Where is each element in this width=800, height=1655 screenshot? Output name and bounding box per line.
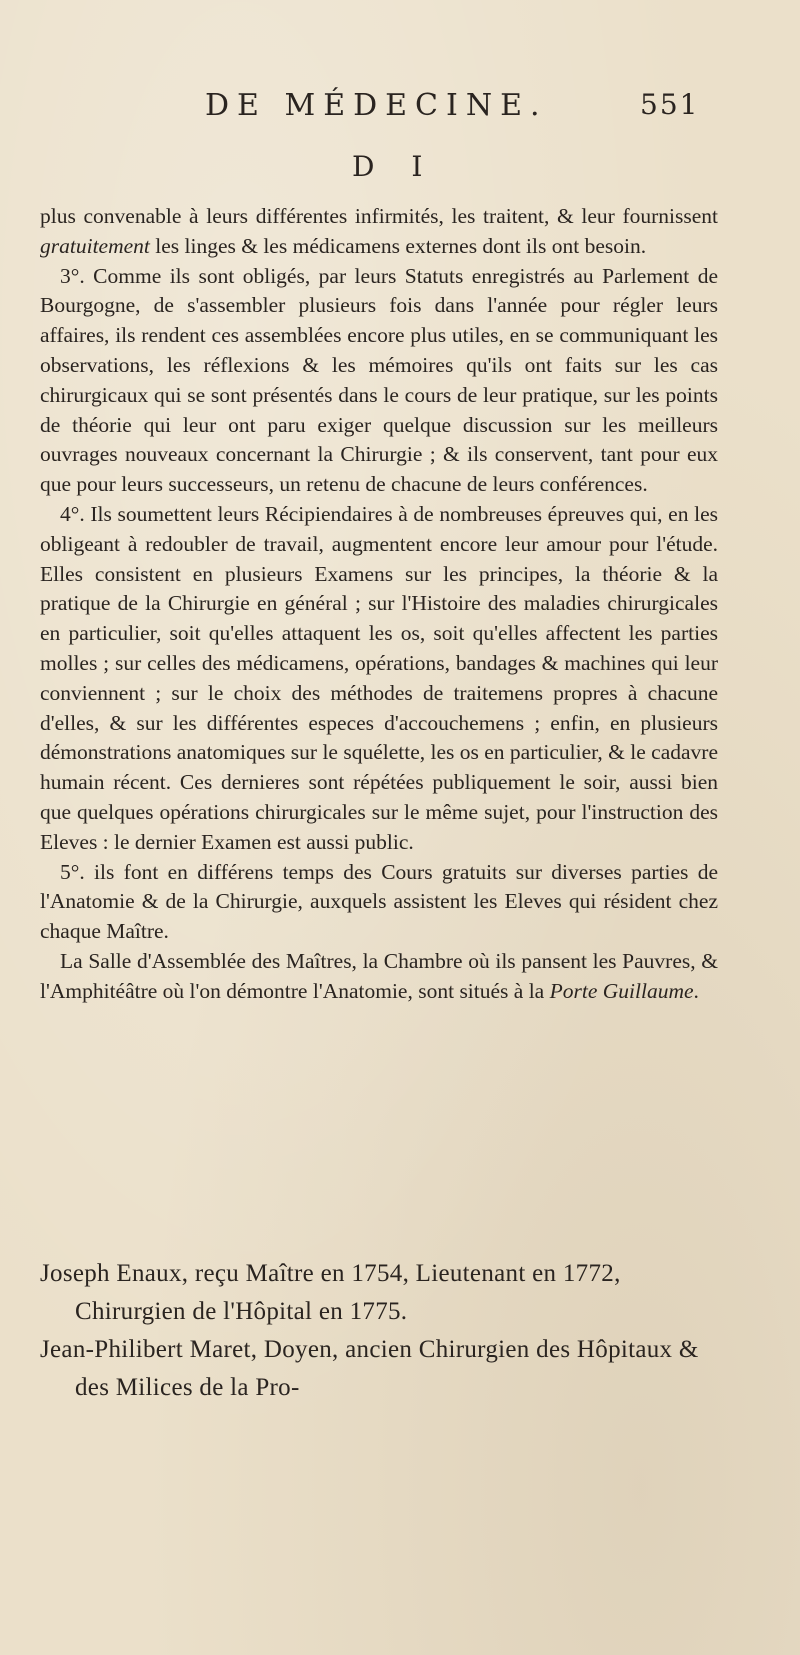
roster-entry: Jean-Philibert Maret, Doyen, ancien Chirurgien des Hôpitaux & des Milices de la Pro- (40, 1336, 699, 1401)
running-head (0, 88, 800, 128)
paragraph-location (40, 947, 718, 1007)
paragraph-continuation (40, 202, 718, 262)
page-number: 551 (640, 88, 700, 121)
section-letters: D I (352, 150, 437, 183)
paragraph-3: 3°. Comme ils sont obligés, par leurs Statuts enregistrés au Parlement de Bourgogne, de s'assembler plusieurs fois dans l'année pour régler leurs affaires, ils rendent ces assemblées encore plus utiles, en se communiquant les observations, les réflexions & les mémoires qu'ils ont faits sur les cas chirurgicaux qui se sont présentés dans le cours de leur pratique, sur les points de théorie qui leur ont paru exiger quelque discussion sur les meilleurs ouvrages nouveaux concernant la Chirurgie ; & ils conservent, tant pour eux que pour leurs successeurs, un retenu de chacune de leurs conférences. (40, 263, 718, 497)
paragraph-4: 4°. Ils soumettent leurs Récipiendaires à de nombreuses épreuves qui, en les obligeant à redoubler de travail, augmentent encore leur amour pour l'étude. Elles consistent en plusieurs Examens sur les principes, la théorie & la pratique de la Chirurgie en général ; sur l'Histoire des maladies chirurgicales en particulier, soit qu'elles attaquent les os, soit qu'elles affectent les parties molles ; sur celles des médicamens, opérations, bandages & machines qui leur conviennent ; sur le choix des méthodes de traitemens propres à chacune d'elles, & sur les différentes especes d'accouchemens ; enfin, en plusieurs démonstrations anatomiques sur le squélette, les os en particulier, & le cadavre humain récent. Ces dernieres sont répétées publiquement le soir, aussi bien que quelques opérations chirurgicales sur le même sujet, pour l'instruction des Eleves : le dernier Examen est aussi public. (40, 501, 718, 854)
running-title: DE MÉDECINE. (205, 88, 548, 123)
paragraph-5: 5°. ils font en différens temps des Cours gratuits sur diverses parties de l'Anatomie & de la Chirurgie, auxquels assistent les Eleves qui résident chez chaque Maître. (40, 859, 718, 944)
member-roster (40, 1255, 720, 1407)
paragraph-text: les linges & les médicamens externes dont ils ont besoin. (149, 233, 647, 258)
body-text (40, 202, 718, 1007)
emphasis-text: gratuitement (40, 233, 150, 258)
paragraph-text: . (693, 978, 699, 1003)
roster-entry: Joseph Enaux, reçu Maître en 1754, Lieutenant en 1772, Chirurgien de l'Hôpital en 1775. (40, 1260, 621, 1325)
emphasis-text: Porte Guillaume (549, 978, 694, 1003)
paragraph-text: plus convenable à leurs différentes infirmités, les traitent, & leur fournissent (40, 204, 718, 228)
paragraph-text: La Salle d'Assemblée des Maîtres, la Chambre où ils pansent les Pauvres, & l'Amphitéâtre où l'on démontre l'Anatomie, sont situés à la (40, 948, 718, 1003)
